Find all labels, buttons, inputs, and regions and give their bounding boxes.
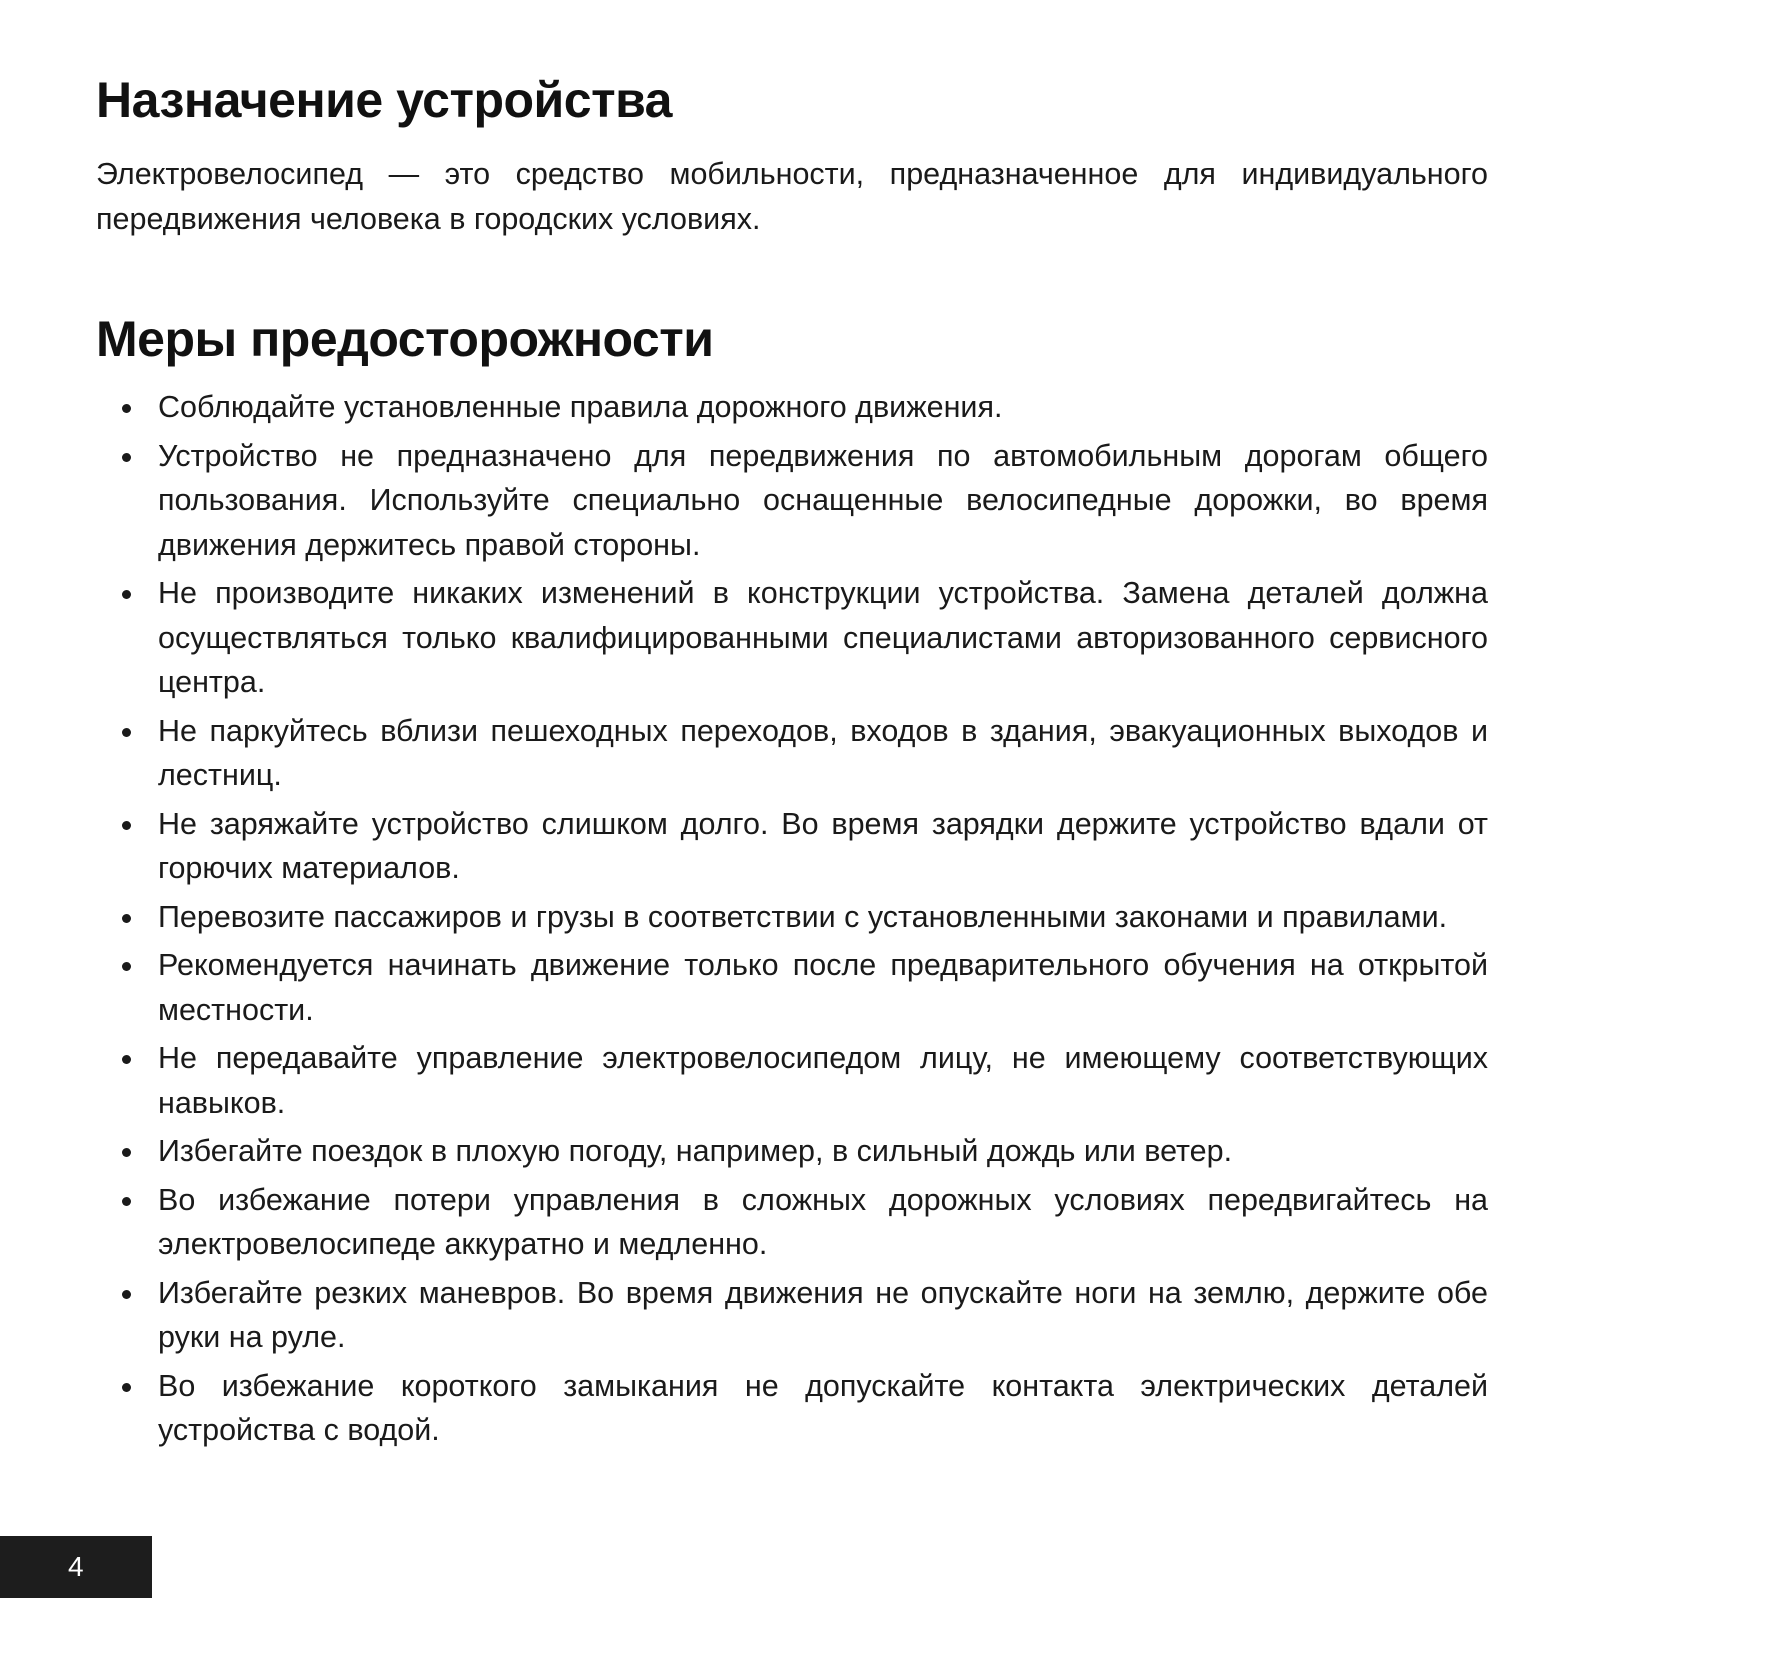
list-item: Соблюдайте установленные правила дорожного движения.	[96, 385, 1488, 430]
list-item: Устройство не предназначено для передвижения по автомобильным дорогам общего пользования. Используйте специально оснащенные велосипедные дорожки, во время движения держитесь правой стороны.	[96, 434, 1488, 568]
purpose-paragraph: Электровелосипед — это средство мобильности, предназначенное для индивидуального передвижения человека в городских условиях.	[96, 157, 1488, 236]
page-number: 4	[67, 1551, 85, 1582]
list-item: Во избежание потери управления в сложных дорожных условиях передвигайтесь на электровелосипеде аккуратно и медленно.	[96, 1178, 1488, 1267]
page-title-purpose: Назначение устройства	[96, 72, 672, 128]
list-item: Не передавайте управление электровелосипедом лицу, не имеющему соответствующих навыков.	[96, 1036, 1488, 1125]
list-item: Не заряжайте устройство слишком долго. Во время зарядки держите устройство вдали от горючих материалов.	[96, 802, 1488, 891]
list-item: Избегайте резких маневров. Во время движения не опускайте ноги на землю, держите обе руки на руле.	[96, 1271, 1488, 1360]
page-number-tab	[0, 1536, 152, 1598]
page-title-precautions: Меры предосторожности	[96, 311, 714, 368]
list-item: Перевозите пассажиров и грузы в соответствии с установленными законами и правилами.	[96, 895, 1488, 940]
list-item: Не производите никаких изменений в конструкции устройства. Замена деталей должна осуществляться только квалифицированными специалистами авторизованного сервисного центра.	[96, 571, 1488, 705]
list-item: Во избежание короткого замыкания не допускайте контакта электрических деталей устройства с водой.	[96, 1364, 1488, 1453]
list-item: Не паркуйтесь вблизи пешеходных переходов, входов в здания, эвакуационных выходов и лестниц.	[96, 709, 1488, 798]
list-item: Рекомендуется начинать движение только после предварительного обучения на открытой местности.	[96, 943, 1488, 1032]
list-item: Избегайте поездок в плохую погоду, например, в сильный дождь или ветер.	[96, 1129, 1488, 1174]
precautions-list	[96, 385, 1488, 1453]
page-content	[96, 72, 1488, 1457]
